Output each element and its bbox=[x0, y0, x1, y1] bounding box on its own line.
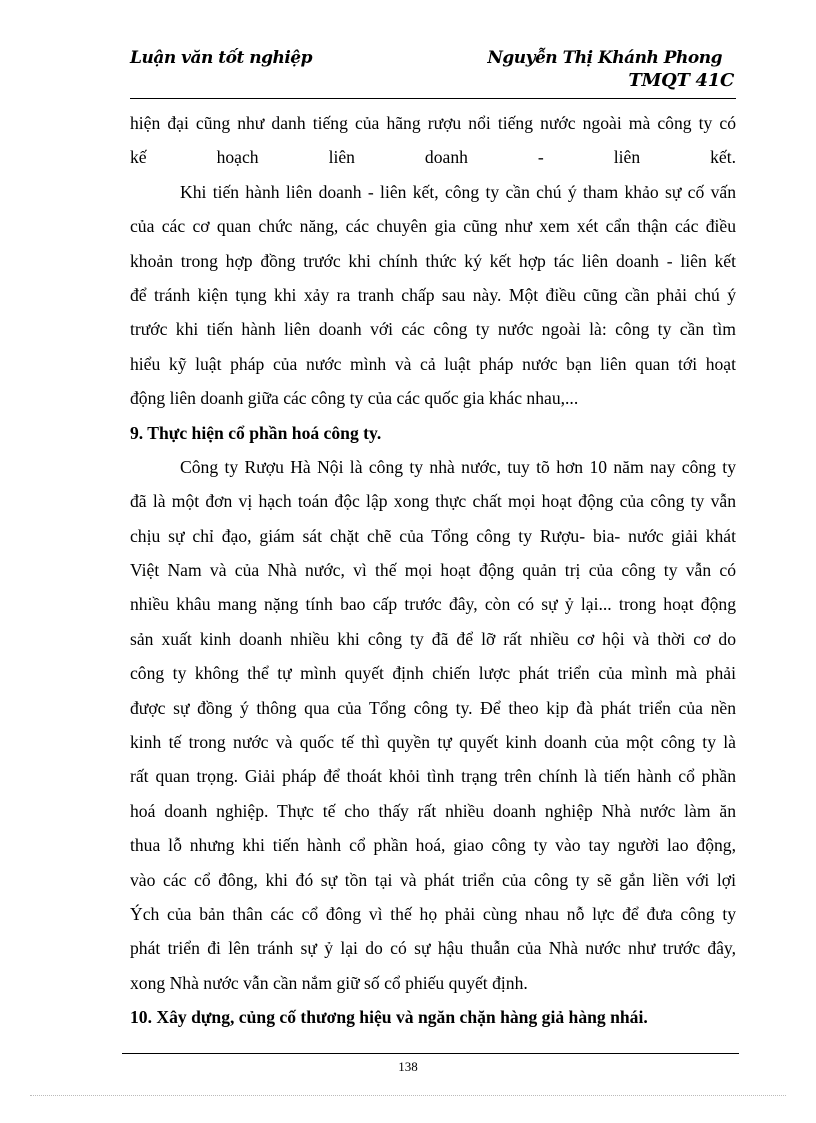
text-line: rất quan trọng. Giải pháp để thoát khỏi tình trạng trên chính là tiến hành cổ phần bbox=[130, 766, 736, 787]
text-line: hiểu kỹ luật pháp của nước mình và cả luật pháp nước bạn liên quan tới hoạt bbox=[130, 353, 736, 374]
text-line: Ých của bản thân các cổ đông vì thế họ phải cùng nhau nỗ lực để đưa công ty bbox=[130, 903, 736, 924]
section-heading: 10. Xây dựng, củng cố thương hiệu và ngăn chặn hàng giả hàng nhái. bbox=[130, 1007, 648, 1028]
text-line: động liên doanh giữa các công ty của các quốc gia khác nhau,... bbox=[130, 388, 579, 409]
text-line: nhiều khâu mang nặng tính bao cấp trước đây, còn có sự ỷ lại... trong hoạt động bbox=[130, 594, 736, 615]
text-line: khoản trong hợp đồng trước khi chính thức ký kết hợp tác liên doanh - liên kết bbox=[130, 250, 736, 271]
text-line: Công ty Rượu Hà Nội là công ty nhà nước, tuy tõ hơn 10 năm nay công ty bbox=[180, 456, 736, 477]
document-body bbox=[130, 106, 736, 1035]
text-line: vào các cổ đông, khi đó sự tồn tại và phát triển của công ty sẽ gắn liền với lợi bbox=[130, 869, 736, 890]
text-line: Việt Nam và của Nhà nước, vì thế mọi hoạt động quản trị của công ty vẫn có bbox=[130, 560, 736, 581]
header-class-code: TMQT 41C bbox=[628, 70, 734, 91]
footer-divider bbox=[122, 1053, 739, 1054]
page-bottom-dotted-line bbox=[30, 1095, 786, 1096]
header-author-name: Nguyễn Thị Khánh Phong bbox=[487, 48, 722, 68]
text-line: để tránh kiện tụng khi xảy ra tranh chấp sau này. Một điều cũng cần phải chú ý bbox=[130, 284, 736, 305]
text-line: đã là một đơn vị hạch toán độc lập xong thực chất mọi hoạt động của công ty vẫn bbox=[130, 491, 736, 512]
text-line: của các cơ quan chức năng, các chuyên gia cũng như xem xét cẩn thận các điều bbox=[130, 216, 736, 237]
text-line: công ty không thể tự mình quyết định chiến lược phát triển của mình mà phải bbox=[130, 663, 736, 684]
text-line: kinh tế trong nước và quốc tế thì quyền tự quyết kinh doanh của một công ty là bbox=[130, 732, 736, 753]
text-line: hiện đại cũng như danh tiếng của hãng rượu nổi tiếng nước ngoài mà công ty có bbox=[130, 113, 736, 133]
page-number: 138 bbox=[398, 1059, 418, 1074]
text-line: sản xuất kinh doanh nhiều khi công ty đã để lỡ rất nhiều cơ hội và thời cơ do bbox=[130, 628, 736, 649]
page-header bbox=[130, 46, 736, 99]
text-line: trước khi tiến hành liên doanh với các công ty nước ngoài là: công ty cần tìm bbox=[130, 319, 736, 340]
text-line: thua lỗ nhưng khi tiến hành cổ phần hoá, giao công ty vào tay người lao động, bbox=[130, 835, 736, 856]
text-line: kế hoạch liên doanh - liên kết. bbox=[130, 147, 736, 168]
section-heading: 9. Thực hiện cổ phần hoá công ty. bbox=[130, 422, 382, 443]
text-line: hoá doanh nghiệp. Thực tế cho thấy rất nhiều doanh nghiệp Nhà nước làm ăn bbox=[130, 800, 736, 821]
text-line: được sự đồng ý thông qua của Tổng công ty. Để theo kịp đà phát triển của nền bbox=[130, 697, 736, 718]
header-thesis-label: Luận văn tốt nghiệp bbox=[130, 48, 313, 68]
text-line: phát triển đi lên tránh sự ỷ lại do có sự hậu thuẫn của Nhà nước như trước đây, bbox=[130, 938, 736, 959]
text-line: Khi tiến hành liên doanh - liên kết, công ty cần chú ý tham khảo sự cố vấn bbox=[180, 181, 736, 202]
text-line: xong Nhà nước vẫn cần nắm giữ số cổ phiếu quyết định. bbox=[130, 972, 528, 993]
text-line: chịu sự chỉ đạo, giám sát chặt chẽ của Tổng công ty Rượu- bia- nước giải khát bbox=[130, 525, 736, 546]
